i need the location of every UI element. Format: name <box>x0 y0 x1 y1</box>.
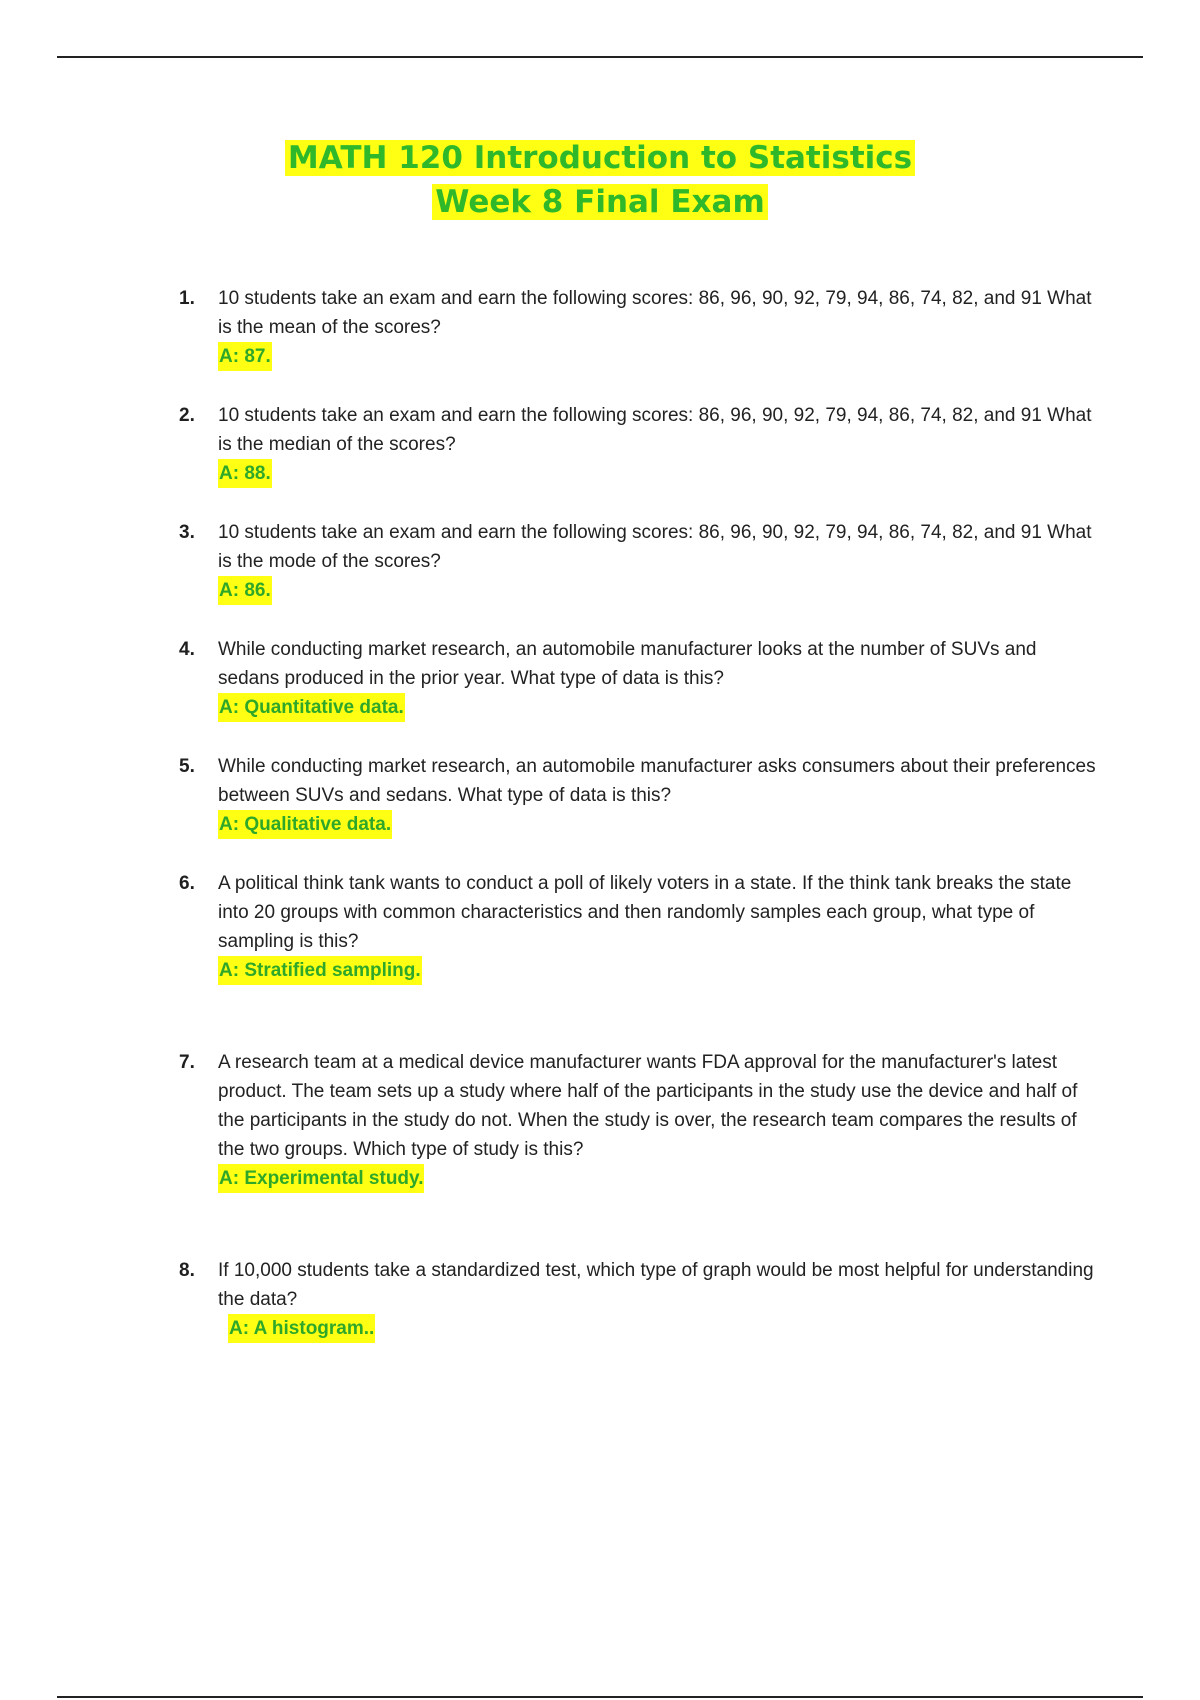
question-text: A political think tank wants to conduct a poll of likely voters in a state. If the think tank breaks the state into 20 groups with common characteristics and then randomly samples each group, what type of sampling is this? <box>218 873 1072 952</box>
answer-text: A: Experimental study. <box>218 1164 424 1193</box>
question-text: 10 students take an exam and earn the following scores: 86, 96, 90, 92, 79, 94, 86, 74, 82, and 91 What is the median of the scores? <box>218 405 1092 455</box>
question-text: If 10,000 students take a standardized test, which type of graph would be most helpful for understanding the data? <box>218 1260 1094 1310</box>
question-item <box>179 635 1099 722</box>
question-item <box>179 1048 1099 1193</box>
answer-text: A: 86. <box>218 576 272 605</box>
question-number: 3. <box>179 522 195 543</box>
question-text: A research team at a medical device manufacturer wants FDA approval for the manufacturer's latest product. The team sets up a study where half of the participants in the study use the device and half of the participants in the study do not. When the study is over, the research team compares the results of the two groups. Which type of study is this? <box>218 1052 1078 1160</box>
title-line-1 <box>0 136 1200 180</box>
question-item <box>179 401 1099 488</box>
question-item <box>179 752 1099 839</box>
answer-text: A: 87. <box>218 342 272 371</box>
question-number: 1. <box>179 288 195 309</box>
question-text: 10 students take an exam and earn the following scores: 86, 96, 90, 92, 79, 94, 86, 74, 82, and 91 What is the mean of the scores? <box>218 288 1092 338</box>
question-list <box>179 284 1099 1343</box>
question-item <box>179 869 1099 985</box>
question-text: While conducting market research, an automobile manufacturer asks consumers about their preferences between SUVs and sedans. What type of data is this? <box>218 756 1096 806</box>
question-number: 5. <box>179 756 195 777</box>
bottom-rule <box>57 1696 1143 1698</box>
answer-text: A: Qualitative data. <box>218 810 392 839</box>
question-text: 10 students take an exam and earn the following scores: 86, 96, 90, 92, 79, 94, 86, 74, 82, and 91 What is the mode of the scores? <box>218 522 1092 572</box>
title-line-2 <box>0 180 1200 224</box>
question-item <box>179 284 1099 371</box>
question-number: 2. <box>179 405 195 426</box>
title-exam: Week 8 Final Exam <box>432 184 768 220</box>
answer-text: A: A histogram.. <box>228 1314 375 1343</box>
title-course: MATH 120 Introduction to Statistics <box>285 140 915 176</box>
top-rule <box>57 56 1143 58</box>
question-item <box>179 1256 1099 1343</box>
question-number: 7. <box>179 1052 195 1073</box>
question-number: 6. <box>179 873 195 894</box>
document-title <box>0 136 1200 224</box>
question-item <box>179 518 1099 605</box>
question-number: 4. <box>179 639 195 660</box>
answer-text: A: 88. <box>218 459 272 488</box>
question-text: While conducting market research, an automobile manufacturer looks at the number of SUVs and sedans produced in the prior year. What type of data is this? <box>218 639 1037 689</box>
answer-text: A: Stratified sampling. <box>218 956 422 985</box>
question-number: 8. <box>179 1260 195 1281</box>
answer-text: A: Quantitative data. <box>218 693 405 722</box>
